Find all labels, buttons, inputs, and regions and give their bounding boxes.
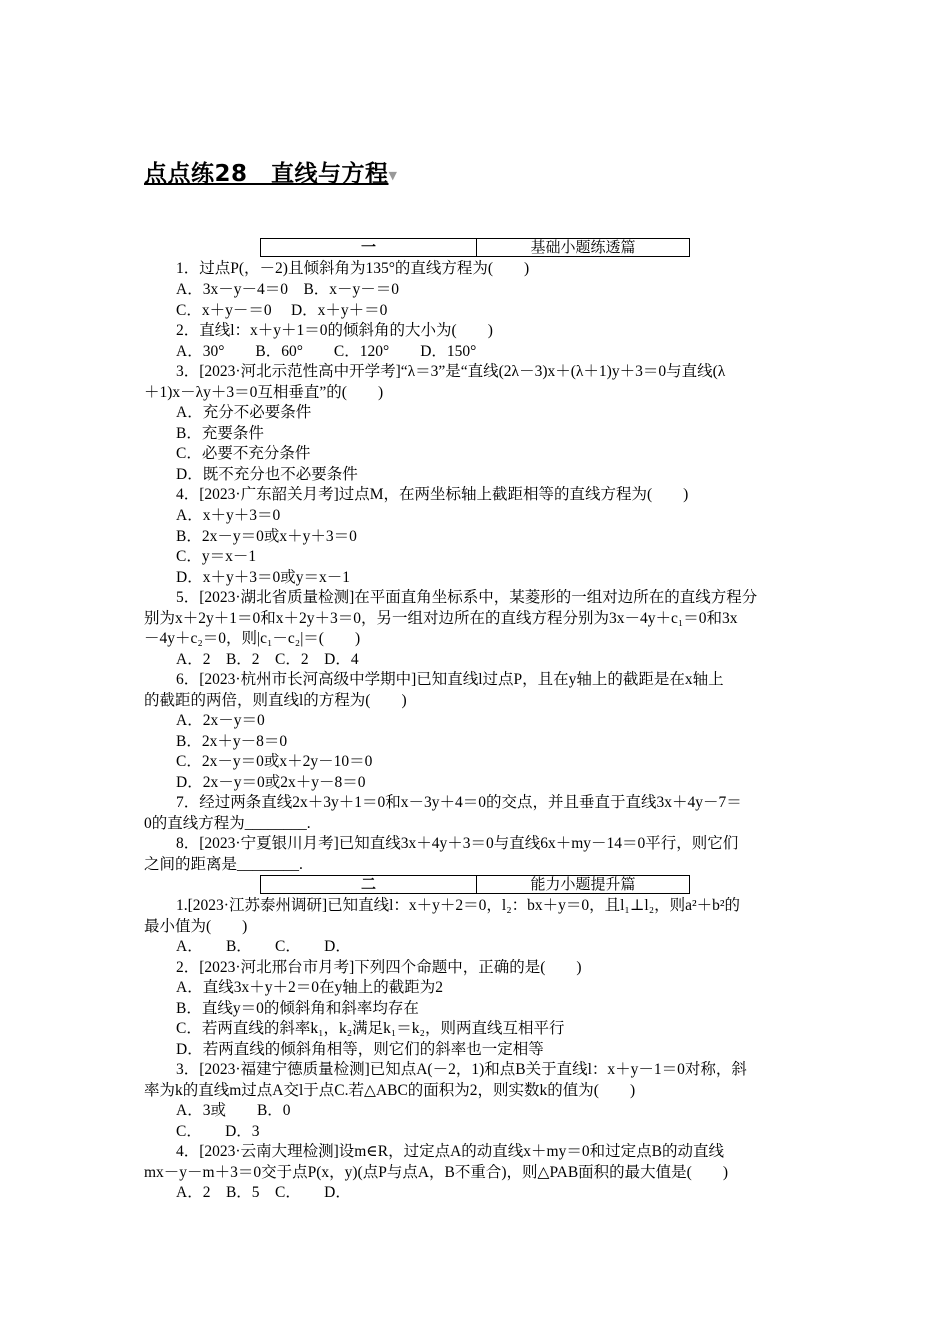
- section-header-basic: [260, 238, 690, 257]
- text-line: D．2x－y＝0或2x＋y－8＝0: [176, 774, 366, 791]
- text-line: A．充分不必要条件: [176, 404, 312, 421]
- text-line: 之间的距离是________.: [144, 856, 303, 873]
- text-line: A． B． C． D．: [176, 938, 351, 955]
- text-line: B．2x－y＝0或x＋y＋3＝0: [176, 528, 357, 545]
- text-line: 2．[2023·河北邢台市月考]下列四个命题中，正确的是( ): [176, 959, 582, 976]
- text-line: C． D．3: [176, 1123, 260, 1140]
- text-line: 5．[2023·湖北省质量检测]在平面直角坐标系中，某菱形的一组对边所在的直线方程分: [176, 589, 758, 606]
- text-line: 别为x＋2y＋1＝0和x＋2y＋3＝0，另一组对边所在的直线方程分别为3x－4y＋c₁＝0和3x: [144, 610, 738, 627]
- text-line: mx－y－m＋3＝0交于点P(x，y)(点P与点A，B不重合)，则△PAB面积的最大值是( ): [144, 1164, 729, 1181]
- text-line: －4y＋c₂＝0，则|c₁－c₂|＝( ): [144, 630, 361, 647]
- text-line: A．3x－y－4＝0 B．x－y－＝0: [176, 281, 400, 298]
- text-line: A．2 B．2 C．2 D．4: [176, 651, 359, 668]
- text-line: B．2x＋y－8＝0: [176, 733, 288, 750]
- text-line: 的截距的两倍，则直线l的方程为( ): [144, 692, 407, 709]
- text-line: D．既不充分也不必要条件: [176, 466, 358, 483]
- text-line: 8．[2023·宁夏银川月考]已知直线3x＋4y＋3＝0与直线6x＋my－14＝0平行，则它们: [176, 835, 739, 852]
- text-line: D．若两直线的倾斜角相等，则它们的斜率也一定相等: [176, 1041, 544, 1058]
- text-line: A．直线3x＋y＋2＝0在y轴上的截距为2: [176, 979, 443, 996]
- text-line: C．若两直线的斜率k₁，k₂满足k₁＝k₂，则两直线互相平行: [176, 1020, 565, 1037]
- section-number: 一: [261, 239, 477, 256]
- text-line: A．3或 B．0: [176, 1102, 291, 1119]
- text-line: 最小值为( ): [144, 918, 248, 935]
- text-line: C．x＋y－＝0 D．x＋y＋＝0: [176, 302, 388, 319]
- text-line: 6．[2023·杭州市长河高级中学期中]已知直线l过点P，且在y轴上的截距是在x轴上: [176, 671, 724, 688]
- text-line: D．x＋y＋3＝0或y＝x－1: [176, 569, 350, 586]
- text-line: 1．过点P(，－2)且倾斜角为135°的直线方程为( ): [176, 260, 530, 277]
- text-line: A．2x－y＝0: [176, 712, 265, 729]
- section-header-advanced: [260, 875, 690, 894]
- text-line: 2．直线l：x＋y＋1＝0的倾斜角的大小为( ): [176, 322, 493, 339]
- text-line: 1.[2023·江苏泰州调研]已知直线l：x＋y＋2＝0，l₂：bx＋y＝0，且l₁⊥l₂，则a²＋b²的: [176, 897, 741, 914]
- section-name: 基础小题练透篇: [530, 240, 636, 256]
- text-line: ＋1)x－λy＋3＝0互相垂直”的( ): [144, 384, 384, 401]
- text-line: 3．[2023·河北示范性高中开学考]“λ＝3”是“直线(2λ－3)x＋(λ＋1)y＋3＝0与直线(λ: [176, 363, 726, 380]
- section-number: 二: [261, 876, 477, 893]
- text-line: 4．[2023·云南大理检测]设m∈R，过定点A的动直线x＋my＝0和过定点B的动直线: [176, 1143, 724, 1160]
- text-line: C．必要不充分条件: [176, 445, 311, 462]
- text-line: A．2 B．5 C． D．: [176, 1184, 351, 1201]
- text-line: 0的直线方程为________.: [144, 815, 311, 832]
- section-name: 能力小题提升篇: [530, 877, 636, 893]
- text-line: A．x＋y＋3＝0: [176, 507, 281, 524]
- text-line: 3．[2023·福建宁德质量检测]已知点A(－2，1)和点B关于直线l：x＋y－1＝0对称，斜: [176, 1061, 747, 1078]
- title-marker-icon: ▼: [388, 169, 398, 182]
- text-line: A．30° B．60° C．120° D．150°: [176, 343, 477, 360]
- text-line: 率为k的直线m过点A交l于点C.若△ABC的面积为2，则实数k的值为( ): [144, 1082, 636, 1099]
- text-line: 4．[2023·广东韶关月考]过点M，在两坐标轴上截距相等的直线方程为( ): [176, 486, 689, 503]
- text-line: C．y＝x－1: [176, 548, 257, 565]
- text-line: B．充要条件: [176, 425, 264, 442]
- text-line: B．直线y＝0的倾斜角和斜率均存在: [176, 1000, 419, 1017]
- page-title: 点点练28 直线与方程▼: [144, 161, 398, 187]
- text-line: 7．经过两条直线2x＋3y＋1＝0和x－3y＋4＝0的交点，并且垂直于直线3x＋4y－7＝: [176, 794, 742, 811]
- text-line: C．2x－y＝0或x＋2y－10＝0: [176, 753, 373, 770]
